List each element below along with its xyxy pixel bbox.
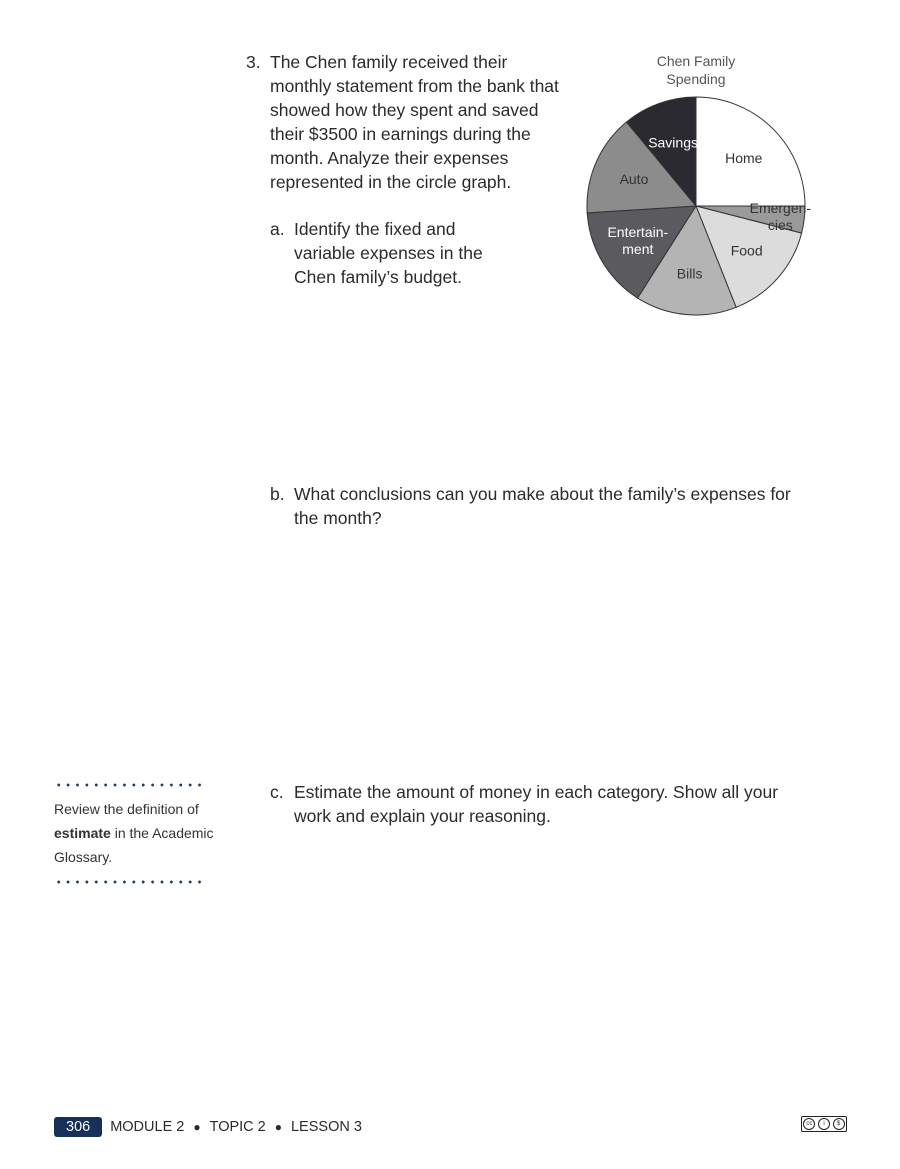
pie-slice-label: Bills (676, 265, 703, 282)
part-b-text: What conclusions can you make about the family’s expenses for the month? (294, 484, 791, 528)
chart-title-line: Spending (666, 71, 726, 87)
margin-note (54, 797, 214, 869)
pie-slice-label: Savings (648, 134, 699, 151)
note-term: estimate (54, 825, 111, 841)
part-a-text: Identify the fixed and variable expenses in the Chen family’s budget. (294, 219, 483, 287)
bullet-icon: ● (193, 1120, 201, 1134)
pie-slice-label: ment (622, 240, 654, 257)
note-divider-top (54, 782, 204, 788)
note-text-after: in the Academic Glossary. (54, 825, 214, 865)
note-text-before: Review the definition of (54, 801, 199, 817)
footer (54, 1117, 362, 1137)
pie-slice-label: Home (725, 150, 763, 167)
by-icon: i (818, 1118, 830, 1130)
part-a-letter: a. (270, 219, 285, 239)
pie-slice-label: Auto (619, 171, 649, 188)
note-divider-bottom (54, 879, 204, 885)
question-number: 3. (246, 52, 261, 72)
pie-slice-label: Entertain- (607, 223, 669, 240)
part-c-letter: c. (270, 782, 284, 802)
nc-icon: $ (833, 1118, 845, 1130)
pie-slice-label: Emergen- (749, 200, 812, 217)
part-b-letter: b. (270, 484, 285, 504)
footer-lesson: LESSON 3 (290, 1119, 362, 1135)
footer-module: MODULE 2 (110, 1119, 185, 1135)
cc-icon: cc (803, 1118, 815, 1130)
pie-slice-label: cies (767, 217, 793, 234)
bullet-icon: ● (274, 1120, 282, 1134)
chart-title-line: Chen Family (656, 53, 736, 69)
pie-slice-label: Food (730, 242, 763, 259)
part-c-text: Estimate the amount of money in each category. Show all your work and explain your reasoning. (294, 782, 779, 826)
creative-commons-icon (801, 1116, 847, 1132)
question-text: The Chen family received their monthly statement from the bank that showed how they spent and saved their $3500 in earnings during the month. Analyze their expenses represented in the circle graph. (270, 52, 559, 192)
footer-topic: TOPIC 2 (209, 1119, 266, 1135)
page-number: 306 (54, 1117, 102, 1137)
pie-chart (580, 45, 820, 325)
